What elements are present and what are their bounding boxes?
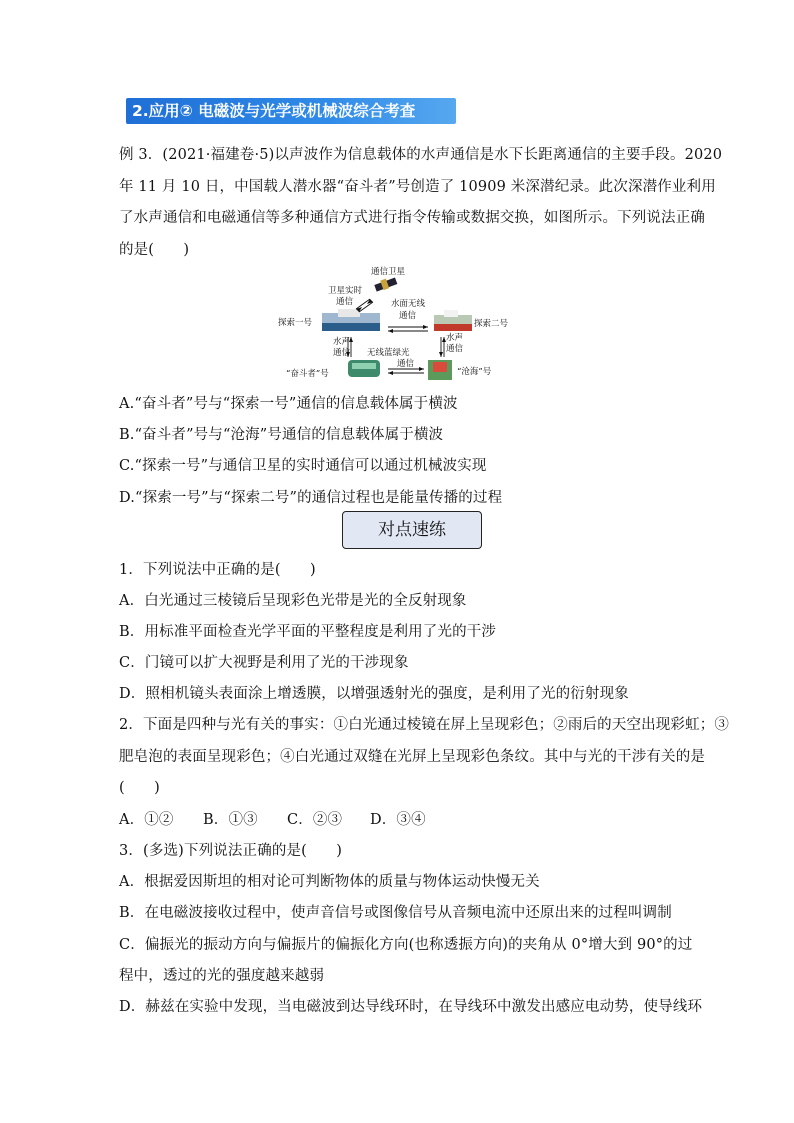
q3-line: D．赫兹在实验中发现，当电磁波到达导线环时，在导线环中激发出感应电动势，使导线环 (119, 999, 703, 1015)
example-option: A.“奋斗者”号与“探索一号”通信的信息载体属于横波 (119, 396, 458, 412)
q2-option-b: B．①③ (203, 812, 258, 828)
q3-line: B．在电磁波接收过程中，使声音信号或图像信号从音频电流中还原出来的过程叫调制 (119, 905, 672, 921)
q1-option: C．门镜可以扩大视野是利用了光的干涉现象 (119, 655, 409, 671)
q2-line: 2．下面是四种与光有关的事实：①白光通过棱镜在屏上呈现彩色；②雨后的天空出现彩虹；③ (119, 717, 730, 733)
q1-option: D．照相机镜头表面涂上增透膜，以增强透射光的强度，是利用了光的衍射现象 (119, 686, 629, 702)
q2-line: 肥皂泡的表面呈现彩色；④白光通过双缝在光屏上呈现彩色条纹。其中与光的干涉有关的是 (119, 749, 705, 765)
q1-option: A．白光通过三棱镜后呈现彩色光带是光的全反射现象 (119, 593, 467, 609)
ship-tansuo2-icon (434, 310, 472, 331)
satellite-icon (374, 277, 397, 291)
label-ship1: 探索一号 (278, 318, 313, 328)
example-option: B.“奋斗者”号与“沧海”号通信的信息载体属于横波 (119, 427, 444, 443)
q3-line: A．根据爱因斯坦的相对论可判断物体的质量与物体运动快慢无关 (119, 874, 540, 890)
label-surface-link: 通信 (399, 311, 417, 321)
example-option: C.“探索一号”与通信卫星的实时通信可以通过机械波实现 (119, 458, 487, 474)
label-optical: 无线蓝绿光 (367, 348, 410, 358)
label-acoustic-left: 通信 (333, 348, 351, 358)
label-submersible: “奋斗者”号 (286, 369, 329, 379)
q2-option-c: C．②③ (287, 812, 343, 828)
section-title: 对点速练 (378, 520, 446, 540)
label-canghai: “沧海”号 (457, 367, 492, 377)
example-line: 例 3．(2021·福建卷·5)以声波作为信息载体的水声通信是水下长距离通信的主要手段。2020 (119, 147, 723, 163)
q2-option-d: D．③④ (370, 812, 426, 828)
q1-stem: 1．下列说法中正确的是( ) (119, 562, 316, 578)
label-acoustic-right: 通信 (446, 344, 464, 354)
section-title-box (342, 511, 482, 549)
section-heading-banner (126, 98, 456, 124)
submersible-icon (348, 360, 380, 377)
q3-line: 程中，透过的光的强度越来越弱 (119, 968, 325, 984)
label-optical: 通信 (397, 359, 415, 369)
label-sat-link: 通信 (336, 297, 354, 307)
communication-diagram (278, 265, 520, 385)
q2-option-a: A．①② (119, 812, 174, 828)
label-acoustic-right: 水声 (446, 333, 464, 343)
example-line: 年 11 月 10 日，中国载人潜水器“奋斗者”号创造了 10909 米深潜纪录。此次深潜作业利用 (119, 179, 716, 195)
label-acoustic-left: 水声 (333, 337, 351, 347)
label-ship2: 探索二号 (474, 319, 509, 329)
example-line: 了水声通信和电磁通信等多种通信方式进行指令传输或数据交换，如图所示。下列说法正确 (119, 210, 705, 226)
q1-option: B．用标准平面检查光学平面的平整程度是利用了光的干涉 (119, 624, 497, 640)
label-surface-link: 水面无线 (391, 299, 426, 309)
ship-tansuo1-icon (322, 309, 380, 331)
label-sat-link: 卫星实时 (328, 286, 363, 296)
section-heading: 2.应用② 电磁波与光学或机械波综合考查 (132, 102, 416, 120)
q3-line: C．偏振光的振动方向与偏振片的偏振化方向(也称透振方向)的夹角从 0°增大到 90°的过 (119, 937, 693, 953)
example-line: 的是( ) (119, 242, 190, 258)
q3-stem: 3．(多选)下列说法正确的是( ) (119, 843, 343, 859)
label-satellite: 通信卫星 (371, 267, 406, 277)
example-option: D.“探索一号”与“探索二号”的通信过程也是能量传播的过程 (119, 490, 503, 506)
q2-line: ( ) (119, 780, 160, 796)
canghai-icon (428, 360, 452, 380)
